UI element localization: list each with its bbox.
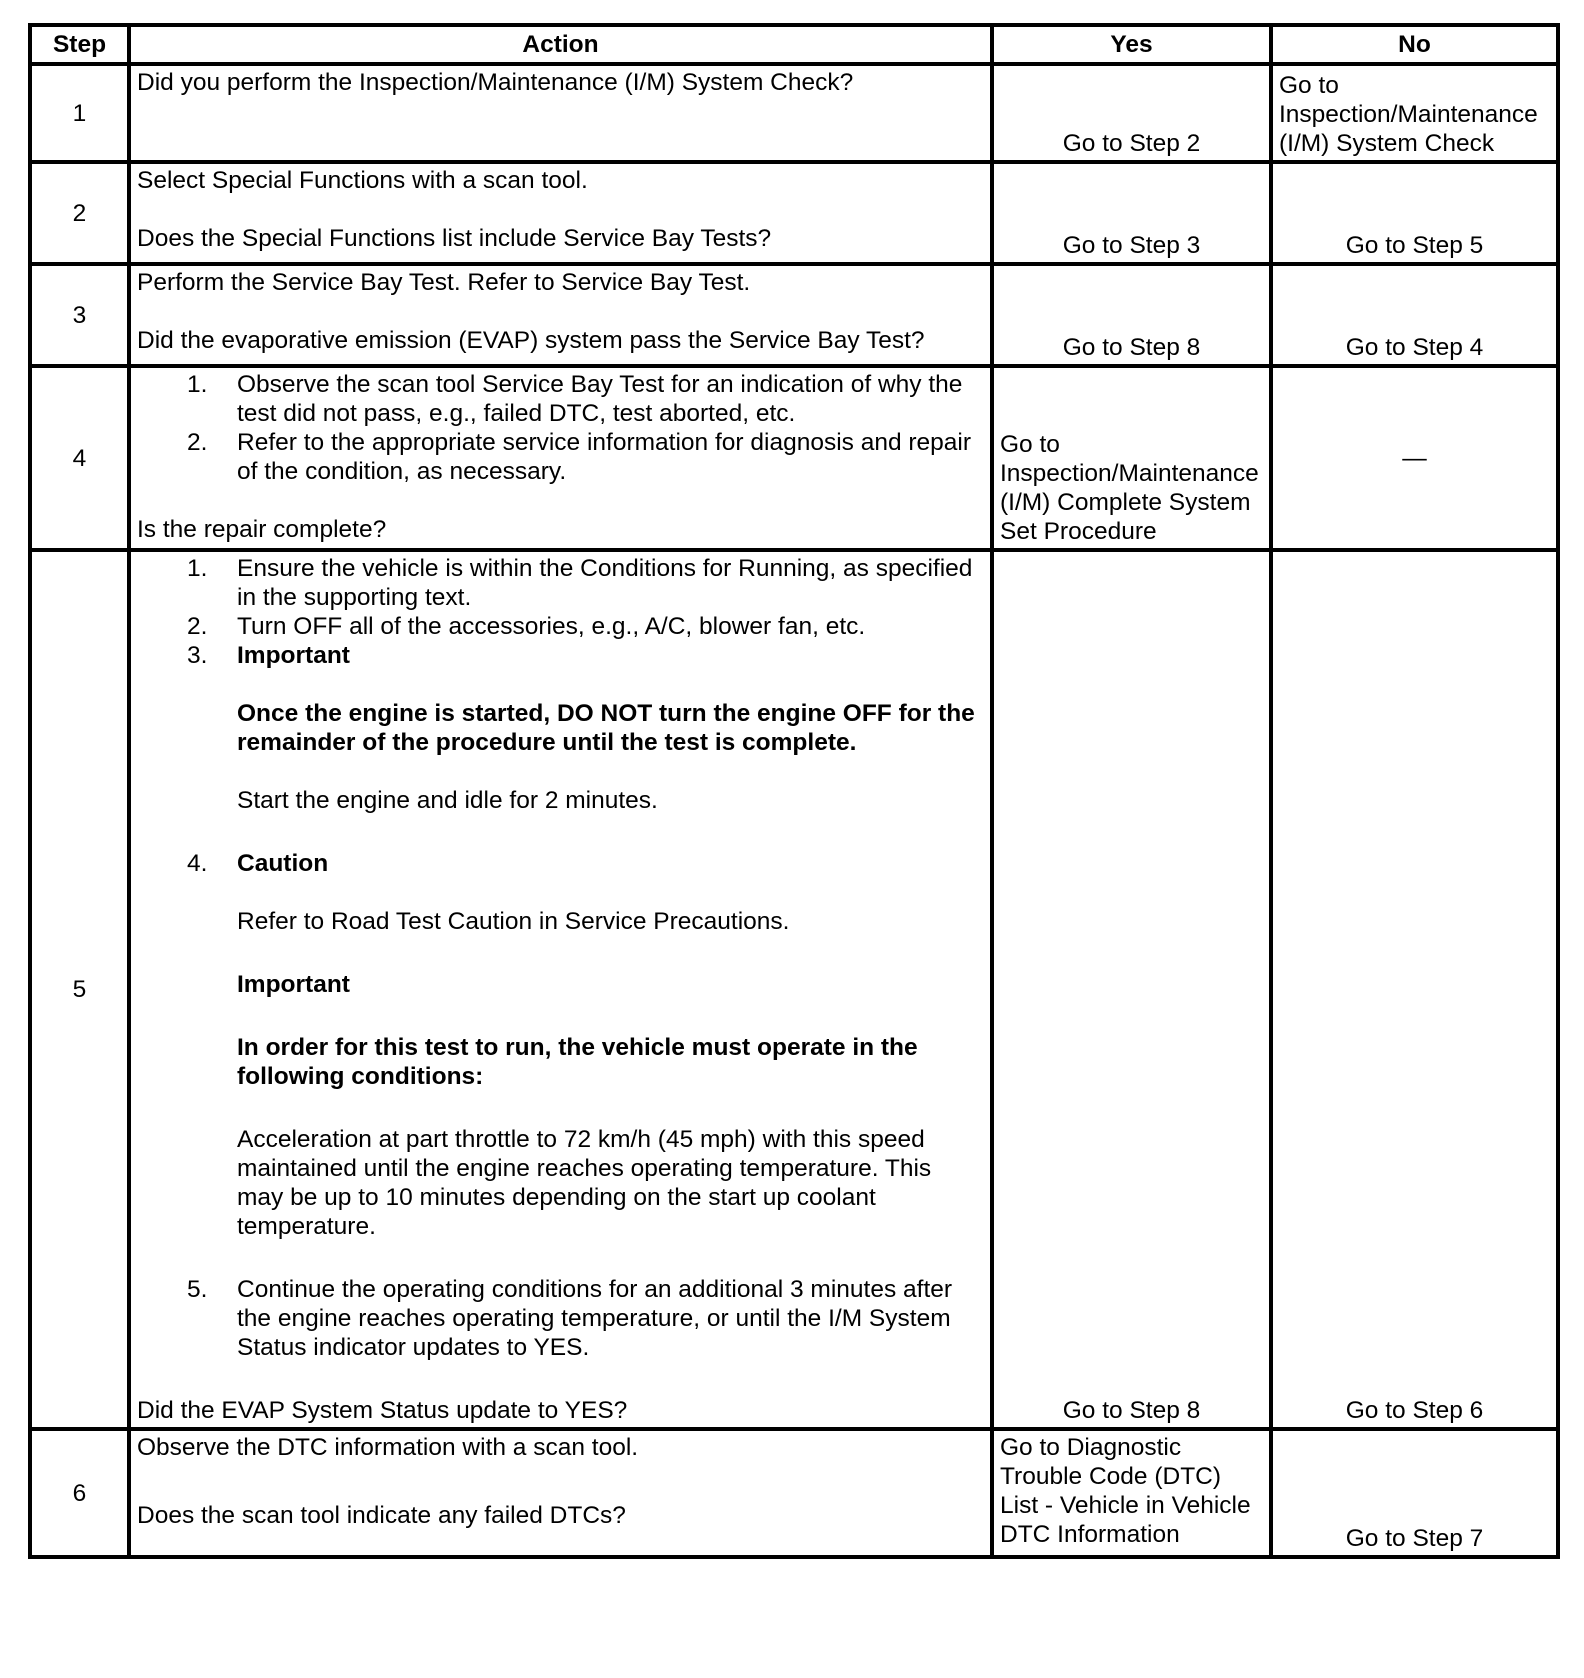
step-number: 2 — [30, 162, 129, 264]
action-cell — [129, 366, 992, 550]
yes-cell: Go to Step 3 — [992, 162, 1271, 264]
yes-cell: Go to Inspection/Maintenance (I/M) Complete System Set Procedure — [992, 366, 1271, 550]
caution-heading: Caution — [237, 850, 329, 877]
table-row — [30, 550, 1558, 1429]
important-heading: Important — [237, 642, 350, 669]
list-text: Turn OFF all of the accessories, e.g., A/C, blower fan, etc. — [237, 613, 866, 640]
yes-cell: Go to Step 2 — [992, 64, 1271, 162]
list-item — [137, 641, 984, 815]
list-text: Acceleration at part throttle to 72 km/h (45 mph) with this speed maintained until the engine reaches operating temperature. This may be up to 10 minutes depending on the start up coolant temperature. — [237, 1126, 932, 1240]
action-instruction: Observe the DTC information with a scan tool. — [137, 1434, 639, 1461]
list-item — [137, 370, 984, 428]
list-text: Start the engine and idle for 2 minutes. — [237, 787, 658, 814]
no-cell: Go to Step 7 — [1271, 1429, 1558, 1557]
caution-text: Refer to Road Test Caution in Service Precautions. — [237, 908, 790, 935]
no-cell: — — [1271, 366, 1558, 550]
action-cell — [129, 550, 992, 1429]
action-instruction: Select Special Functions with a scan tool. — [137, 167, 588, 194]
list-text: Continue the operating conditions for an additional 3 minutes after the engine reaches operating temperature, or until the I/M System Status indicator updates to YES. — [237, 1276, 953, 1361]
step-number: 6 — [30, 1429, 129, 1557]
header-action: Action — [129, 25, 992, 64]
list-number: 1. — [187, 555, 208, 582]
action-question: Does the Special Functions list include Service Bay Tests? — [137, 225, 772, 252]
action-question: Did you perform the Inspection/Maintenance (I/M) System Check? — [137, 69, 854, 96]
table-row — [30, 366, 1558, 550]
list-item — [137, 1275, 984, 1362]
table-row — [30, 64, 1558, 162]
action-cell — [129, 162, 992, 264]
header-yes: Yes — [992, 25, 1271, 64]
diagnostic-steps-table — [28, 23, 1560, 1559]
important-note: In order for this test to run, the vehicle must operate in the following conditions: — [237, 1034, 918, 1090]
list-number: 3. — [187, 642, 208, 669]
action-instruction: Perform the Service Bay Test. Refer to Service Bay Test. — [137, 269, 751, 296]
yes-cell: Go to Step 8 — [992, 550, 1271, 1429]
list-number: 2. — [187, 613, 208, 640]
list-number: 5. — [187, 1276, 208, 1303]
list-text: Ensure the vehicle is within the Conditions for Running, as specified in the supporting text. — [237, 555, 973, 611]
list-item — [137, 428, 984, 486]
list-item — [137, 554, 984, 612]
substep-list — [137, 370, 984, 486]
action-question: Did the evaporative emission (EVAP) system pass the Service Bay Test? — [137, 327, 925, 354]
action-question: Does the scan tool indicate any failed DTCs? — [137, 1502, 626, 1529]
step-number: 5 — [30, 550, 129, 1429]
table-row — [30, 162, 1558, 264]
action-cell — [129, 64, 992, 162]
step-number: 3 — [30, 264, 129, 366]
list-item — [137, 849, 984, 1241]
table-header-row — [30, 25, 1558, 64]
action-cell — [129, 264, 992, 366]
list-text: Observe the scan tool Service Bay Test for an indication of why the test did not pass, e.g., failed DTC, test aborted, etc. — [237, 371, 963, 427]
substep-list — [137, 554, 984, 1362]
header-step: Step — [30, 25, 129, 64]
table-row — [30, 1429, 1558, 1557]
header-no: No — [1271, 25, 1558, 64]
no-cell: Go to Inspection/Maintenance (I/M) System Check — [1271, 64, 1558, 162]
no-cell: Go to Step 4 — [1271, 264, 1558, 366]
list-item — [137, 612, 984, 641]
important-note: Once the engine is started, DO NOT turn the engine OFF for the remainder of the procedure until the test is complete. — [237, 700, 975, 756]
action-question: Did the EVAP System Status update to YES? — [137, 1397, 628, 1424]
step-number: 4 — [30, 366, 129, 550]
yes-cell: Go to Step 8 — [992, 264, 1271, 366]
list-number: 1. — [187, 371, 208, 398]
list-number: 2. — [187, 429, 208, 456]
yes-cell: Go to Diagnostic Trouble Code (DTC) List - Vehicle in Vehicle DTC Information — [992, 1429, 1271, 1557]
no-cell: Go to Step 5 — [1271, 162, 1558, 264]
important-heading: Important — [237, 971, 350, 998]
step-number: 1 — [30, 64, 129, 162]
table-row — [30, 264, 1558, 366]
no-cell: Go to Step 6 — [1271, 550, 1558, 1429]
list-number: 4. — [187, 850, 208, 877]
action-cell — [129, 1429, 992, 1557]
list-text: Refer to the appropriate service information for diagnosis and repair of the condition, as necessary. — [237, 429, 972, 485]
action-question: Is the repair complete? — [137, 516, 387, 543]
